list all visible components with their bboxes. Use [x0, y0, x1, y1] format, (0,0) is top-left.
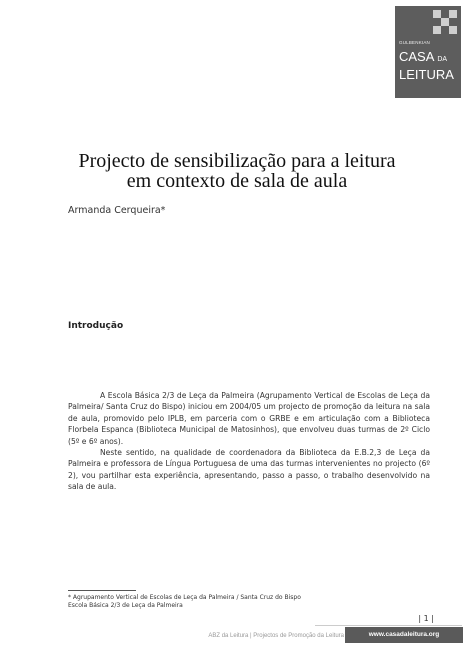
author: Armanda Cerqueira* [68, 205, 166, 216]
document-title [0, 151, 474, 191]
logo-org: GULBENKIAN [399, 40, 431, 45]
casa-da-leitura-logo[interactable] [395, 6, 461, 98]
footer-series: ABZ da Leitura | Projectos de Promoção da Leitura [208, 633, 344, 639]
logo-da: DA [437, 56, 448, 63]
footer-url-link[interactable]: www.casadaleitura.org [345, 627, 463, 643]
checkerboard-icon [433, 10, 457, 34]
logo-line1 [399, 50, 447, 67]
title-line2: em contexto de sala de aula [126, 170, 348, 192]
paragraph: Neste sentido, na qualidade de coordenadora da Biblioteca da E.B.2,3 de Leça da Palmeira e professora de Língua Portuguesa de uma das turmas intervenientes no projecto (6º 2), vou partilhar esta experiência, apresentando, passo a passo, o trabalho desenvolvido na sala de aula. [68, 448, 430, 492]
footer-divider [315, 625, 462, 626]
body-text [68, 390, 430, 493]
logo-casa: CASA [399, 49, 434, 64]
paragraph: A Escola Básica 2/3 de Leça da Palmeira (Agrupamento Vertical de Escolas de Leça da Palmeira/ Santa Cruz do Bispo) iniciou em 2004/05 um projecto de promoção da leitura na sala de aula, promovido pelo IPLB, em parceria com o GRBE e em articulação com a Biblioteca Florbela Espanca (Biblioteca Municipal de Matosinhos), que envolveu duas turmas de 2º Ciclo (5º e 6º anos). [68, 391, 430, 446]
logo-line2: LEITURA [399, 67, 454, 82]
section-heading: Introdução [68, 321, 124, 331]
footnote-line1: * Agrupamento Vertical de Escolas de Leça da Palmeira / Santa Cruz do Bispo [68, 594, 301, 601]
footnote [68, 594, 408, 610]
title-line1: Projecto de sensibilização para a leitura [78, 150, 396, 172]
page-number: | 1 | [418, 614, 434, 623]
footnote-divider [68, 590, 136, 591]
footnote-line2: Escola Básica 2/3 de Leça da Palmeira [68, 602, 183, 609]
